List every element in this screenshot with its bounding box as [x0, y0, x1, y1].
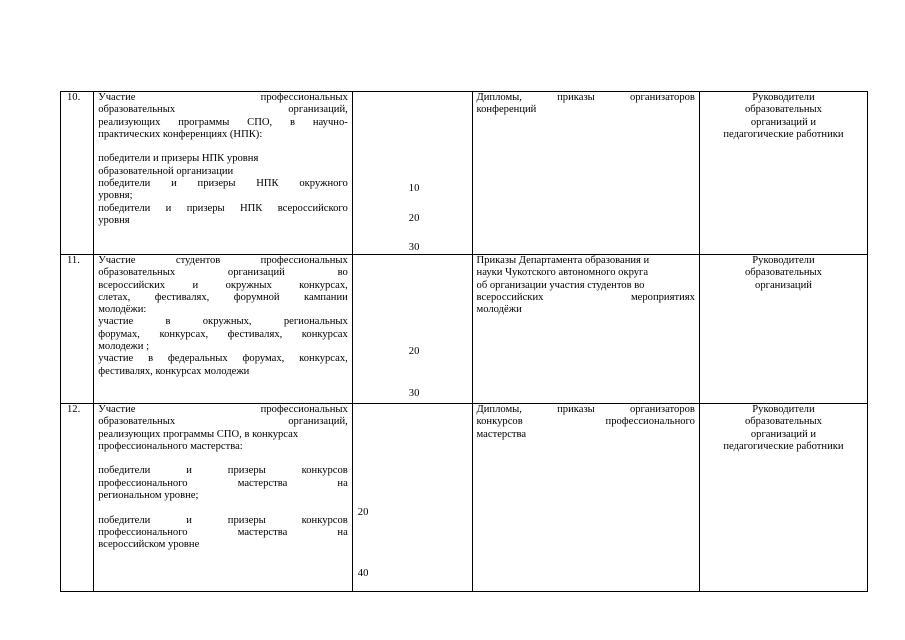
points-cell — [352, 92, 472, 255]
criterion-line: Участие студентов профессиональных — [98, 255, 348, 266]
criterion-line: реализующих программы СПО, в конкурсах — [98, 428, 299, 440]
criterion-line: образовательных организаций во — [98, 267, 348, 279]
criterion-item: региональном уровне; — [98, 490, 199, 502]
documents-line: Дипломы, приказы организаторов — [476, 404, 695, 415]
points-cell — [352, 404, 472, 592]
documents-line: об организации участия студентов во — [476, 279, 645, 291]
points-value: 40 — [357, 568, 369, 579]
points-value: 20 — [408, 213, 420, 224]
responsible-line: образовательных — [745, 267, 822, 279]
points-value: 20 — [357, 507, 369, 518]
criterion-item: участие в окружных, региональных — [98, 316, 348, 328]
criterion-line: Участие профессиональных — [98, 92, 348, 103]
points-cell — [352, 255, 472, 404]
criterion-item: победители и призеры конкурсов — [98, 465, 348, 477]
responsible-line: Руководители — [752, 255, 815, 266]
criterion-item: уровня; — [98, 190, 133, 202]
responsible-line: педагогические работники — [723, 128, 844, 140]
criterion-item: всероссийском уровне — [98, 539, 200, 551]
criterion-item: победители и призеры НПК уровня — [98, 153, 259, 165]
table-row — [61, 92, 868, 255]
documents-line: мастерства — [476, 428, 527, 440]
criterion-line: образовательных организаций, — [98, 104, 348, 116]
documents-line: всероссийских мероприятиях — [476, 291, 695, 303]
responsible-cell — [699, 255, 867, 404]
criteria-table — [60, 91, 868, 595]
documents-line: науки Чукотского автономного округа — [476, 267, 649, 279]
responsible-line: Руководители — [752, 404, 815, 415]
responsible-cell — [699, 404, 867, 592]
criterion-item: профессионального мастерства на — [98, 526, 348, 538]
points-value: 10 — [408, 183, 420, 194]
responsible-line: организаций и — [750, 428, 817, 440]
criterion-item: участие в федеральных форумах, конкурсах, — [98, 353, 348, 365]
criterion-line: Участие профессиональных — [98, 404, 348, 415]
documents-line: конкурсов профессионального — [476, 416, 695, 428]
table-row — [61, 255, 868, 404]
responsible-line: педагогические работники — [723, 440, 844, 452]
criterion-item: профессионального мастерства на — [98, 477, 348, 489]
responsible-line: образовательных — [745, 416, 822, 428]
criterion-cell — [94, 255, 353, 404]
responsible-cell — [699, 92, 867, 255]
responsible-line: образовательных — [745, 104, 822, 116]
criterion-line: всероссийских и окружных конкурсах, — [98, 279, 348, 291]
documents-line: молодёжи — [476, 304, 522, 316]
documents-line: Приказы Департамента образования и — [476, 255, 650, 266]
table-row — [61, 404, 868, 592]
criterion-line: практических конференциях (НПК): — [98, 128, 263, 140]
criterion-cell — [94, 92, 353, 255]
criterion-line: реализующих программы СПО, в научно- — [98, 116, 348, 128]
responsible-line: Руководители — [752, 92, 815, 103]
criterion-item: уровня — [98, 214, 130, 226]
documents-line: конференций — [476, 104, 537, 116]
criterion-item: победители и призеры НПК всероссийского — [98, 202, 348, 214]
documents-cell — [472, 404, 699, 592]
criterion-item: форумах, конкурсах, фестивалях, конкурсах — [98, 328, 348, 340]
documents-cell — [472, 92, 699, 255]
criterion-line: образовательных организаций, — [98, 416, 348, 428]
criterion-item: образовательной организации — [98, 165, 234, 177]
criterion-item: фестивалях, конкурсах молодежи — [98, 365, 250, 377]
responsible-line: организаций — [755, 279, 812, 291]
criterion-item: победители и призеры НПК окружного — [98, 178, 348, 190]
criterion-item: победители и призеры конкурсов — [98, 514, 348, 526]
points-value: 20 — [408, 346, 420, 357]
criterion-line: профессионального мастерства: — [98, 440, 243, 452]
documents-cell — [472, 255, 699, 404]
criterion-line: молодёжи: — [98, 304, 147, 316]
points-value: 30 — [408, 388, 420, 399]
row-number: 10. — [61, 92, 94, 255]
criterion-item: молодежи ; — [98, 341, 150, 353]
criterion-cell — [94, 404, 353, 592]
row-number: 12. — [61, 404, 94, 592]
criterion-line: слетах, фестивалях, форумной кампании — [98, 291, 348, 303]
points-value: 30 — [408, 242, 420, 253]
responsible-line: организаций и — [750, 116, 817, 128]
row-number: 11. — [61, 255, 94, 404]
documents-line: Дипломы, приказы организаторов — [476, 92, 695, 103]
